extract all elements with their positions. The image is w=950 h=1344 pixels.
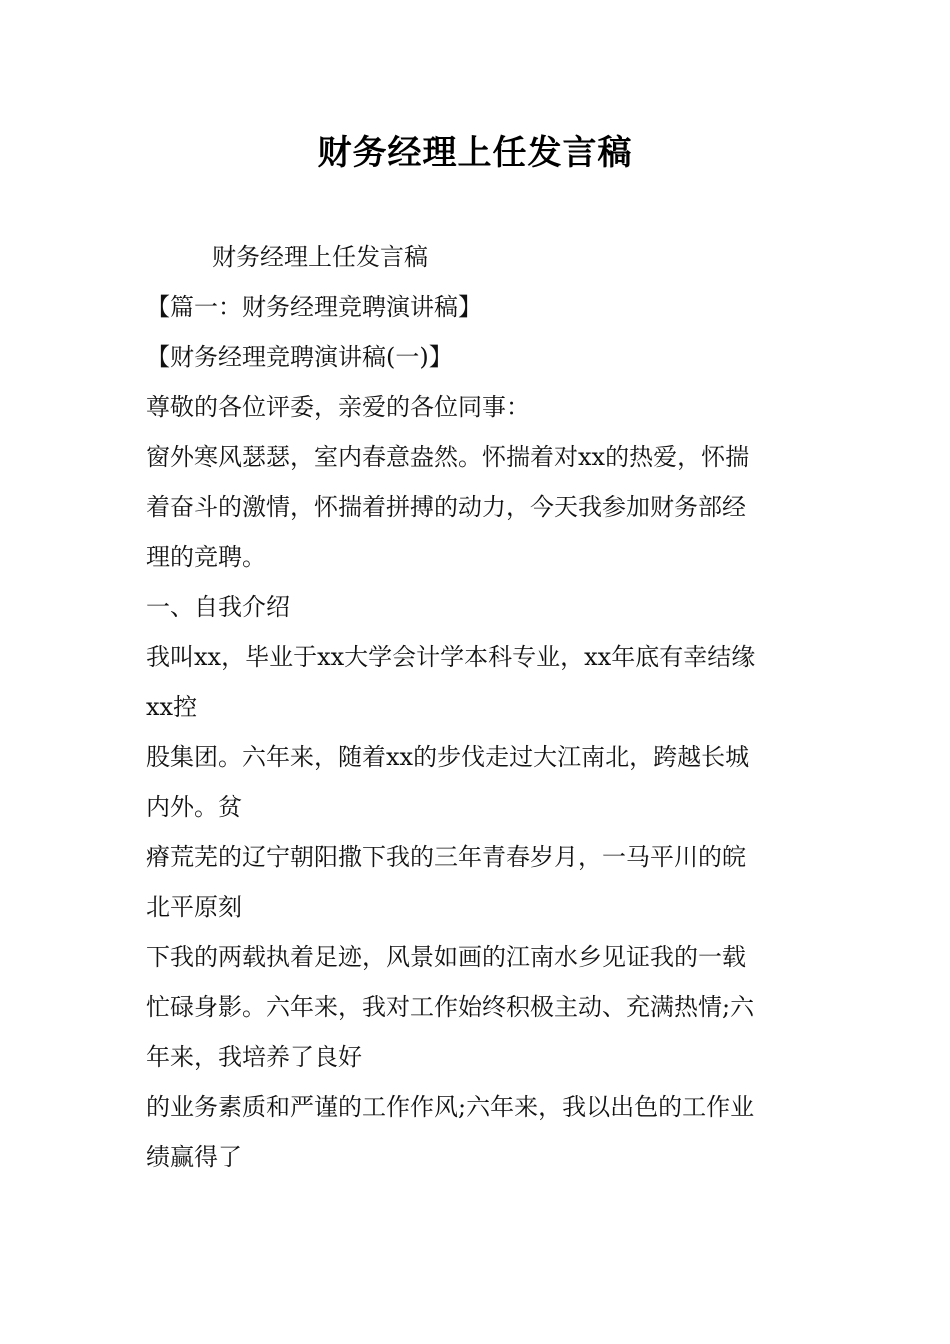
subtitle-line: 财务经理上任发言稿: [212, 243, 428, 271]
salutation-line: 尊敬的各位评委，亲爱的各位同事：: [146, 393, 530, 421]
paragraph-line: 窗外寒风瑟瑟，室内春意盎然。怀揣着对xx的热爱，怀揣: [146, 443, 750, 471]
paragraph-line: 理的竞聘。: [146, 543, 266, 571]
paragraph-line: 下我的两载执着足迹，风景如画的江南水乡见证我的一载: [146, 943, 746, 971]
paragraph-line: 我叫xx，毕业于xx大学会计学本科专业，xx年底有幸结缘: [146, 643, 756, 671]
paragraph-line: 年来，我培养了良好: [146, 1043, 362, 1071]
paragraph-line: xx控: [146, 693, 198, 721]
paragraph-line: 内外。贫: [146, 793, 242, 821]
section-heading: 【篇一：财务经理竞聘演讲稿】: [146, 293, 482, 321]
paragraph-line: 绩赢得了: [146, 1143, 242, 1171]
paragraph-line: 的业务素质和严谨的工作作风;六年来，我以出色的工作业: [146, 1093, 755, 1121]
section-heading: 一、自我介绍: [146, 593, 290, 621]
document-title: 财务经理上任发言稿: [317, 133, 633, 173]
paragraph-line: 瘠荒芜的辽宁朝阳撒下我的三年青春岁月，一马平川的皖: [146, 843, 746, 871]
section-heading: 【财务经理竞聘演讲稿(一)】: [146, 343, 453, 371]
paragraph-line: 股集团。六年来，随着xx的步伐走过大江南北，跨越长城: [146, 743, 750, 771]
paragraph-line: 北平原刻: [146, 893, 242, 921]
document-body: [146, 232, 810, 1182]
paragraph-line: 忙碌身影。六年来，我对工作始终积极主动、充满热情;六: [146, 993, 755, 1021]
paragraph-line: 着奋斗的激情，怀揣着拼搏的动力，今天我参加财务部经: [146, 493, 746, 521]
